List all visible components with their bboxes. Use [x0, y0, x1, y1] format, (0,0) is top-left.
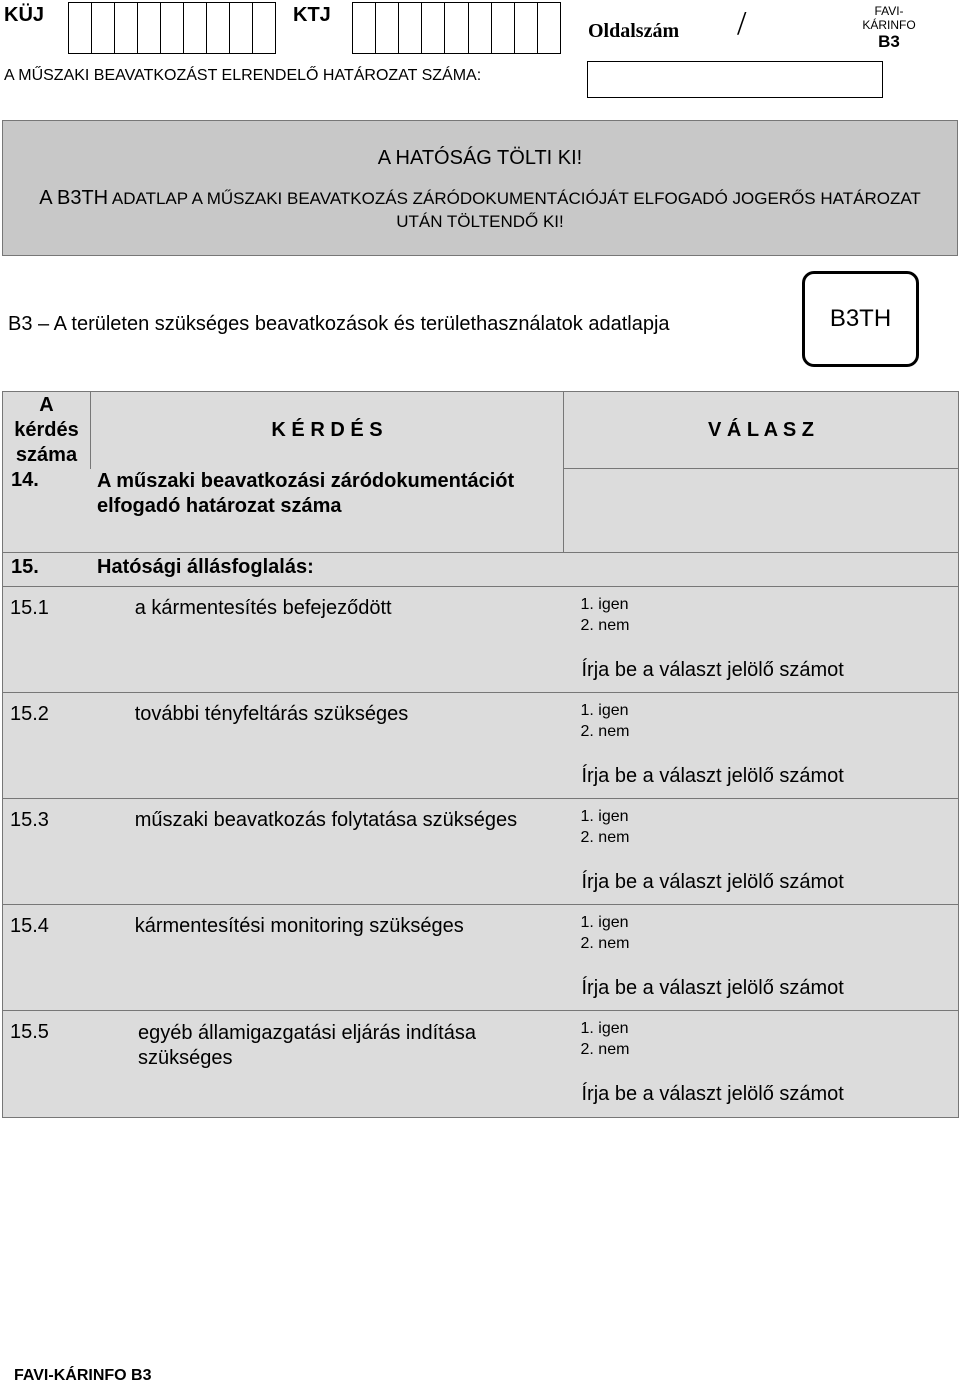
subquestion-text: a kármentesítés befejeződött: [134, 597, 392, 619]
kuj-digit-box[interactable]: [253, 3, 275, 53]
kuj-digit-box[interactable]: [115, 3, 138, 53]
ktj-digit-box[interactable]: [353, 3, 376, 53]
option-nem: 2. nem: [580, 935, 630, 952]
kuj-input-boxes[interactable]: [68, 2, 276, 54]
subquestion-cell: [3, 799, 564, 905]
answer-hint: Írja be a választ jelölő számot: [581, 1083, 844, 1105]
ktj-label: KTJ: [293, 4, 331, 26]
subquestion-cell: [3, 587, 564, 693]
hatarozat-label: A MŰSZAKI BEAVATKOZÁST ELRENDELŐ HATÁROZAT SZÁMA:: [4, 67, 482, 84]
answer-hint: Írja be a választ jelölő számot: [581, 765, 844, 787]
answer-options: [581, 912, 630, 954]
banner-line2: [3, 187, 957, 210]
answer-options: [581, 594, 630, 636]
kuj-digit-box[interactable]: [161, 3, 184, 53]
subquestion-row: [3, 693, 959, 799]
subquestion-answer[interactable]: [564, 587, 959, 693]
form-code-badge: [802, 271, 919, 367]
kuj-digit-box[interactable]: [230, 3, 253, 53]
page-separator: /: [737, 5, 747, 42]
ktj-digit-box[interactable]: [492, 3, 515, 53]
q14-answer-field[interactable]: [564, 469, 959, 553]
kuj-digit-box[interactable]: [138, 3, 161, 53]
banner-line3: UTÁN TÖLTENDŐ KI!: [396, 212, 564, 231]
option-nem: 2. nem: [580, 1041, 630, 1058]
subquestion-answer[interactable]: [564, 905, 959, 1011]
subquestion-row: [3, 587, 959, 693]
ktj-digit-box[interactable]: [515, 3, 538, 53]
divider: [90, 465, 91, 549]
subquestion-row: [3, 799, 959, 905]
hatarozat-input[interactable]: [587, 61, 883, 98]
ktj-digit-box[interactable]: [399, 3, 422, 53]
favi-form-code: B3: [878, 32, 900, 51]
col-answer-header-text: V Á L A S Z: [708, 418, 814, 441]
ktj-digit-box[interactable]: [469, 3, 492, 53]
answer-options: [581, 700, 630, 742]
subquestion-text: műszaki beavatkozás folytatása szükséges: [134, 809, 518, 831]
q14-number: 14.: [11, 468, 39, 491]
favi-line1: FAVI-: [874, 4, 904, 18]
oldalszam-label: Oldalszám: [588, 20, 680, 42]
option-igen: 1. igen: [580, 596, 629, 613]
subquestion-text: egyéb államigazgatási eljárás indítása szükséges: [138, 1022, 476, 1069]
page-footer: FAVI-KÁRINFO B3: [14, 1367, 152, 1384]
kuj-label: KÜJ: [4, 4, 45, 26]
subquestion-answer[interactable]: [564, 693, 959, 799]
banner-line2-rest: ADATLAP A MŰSZAKI BEAVATKOZÁS ZÁRÓDOKUMENTÁCIÓJÁT ELFOGADÓ JOGERŐS HATÁROZAT: [108, 189, 921, 208]
option-igen: 1. igen: [580, 808, 629, 825]
kuj-digit-box[interactable]: [69, 3, 92, 53]
ktj-input-boxes[interactable]: [352, 2, 561, 54]
answer-options: [581, 1018, 630, 1060]
subquestion-answer[interactable]: [564, 799, 959, 905]
subquestion-cell: [3, 693, 564, 799]
subquestion-number: 15.5: [10, 1021, 49, 1043]
option-igen: 1. igen: [580, 702, 629, 719]
favi-code-block: [852, 4, 926, 52]
q15-text: Hatósági állásfoglalás:: [97, 556, 314, 578]
question-table: [2, 391, 959, 1118]
subquestion-number: 15.4: [10, 915, 49, 937]
col-number-header-line2: kérdés: [14, 419, 79, 441]
subquestion-cell: [3, 905, 564, 1011]
q14-question-cell: [3, 469, 564, 553]
col-number-header-line3: száma: [15, 444, 78, 466]
authority-banner: [2, 120, 958, 256]
col-number-header: [3, 392, 91, 469]
q15-header-row: [3, 553, 959, 587]
ktj-digit-box[interactable]: [538, 3, 560, 53]
favi-line2: KÁRINFO: [862, 18, 916, 32]
banner-line2-prefix: A B3TH: [39, 187, 109, 209]
col-answer-header: [564, 392, 959, 469]
subquestion-number: 15.2: [10, 703, 49, 725]
option-igen: 1. igen: [580, 914, 629, 931]
subquestion-row: [3, 905, 959, 1011]
subquestion-text: kármentesítési monitoring szükséges: [134, 915, 464, 937]
option-nem: 2. nem: [580, 829, 630, 846]
kuj-digit-box[interactable]: [207, 3, 230, 53]
ktj-digit-box[interactable]: [422, 3, 445, 53]
option-igen: 1. igen: [580, 1020, 629, 1037]
answer-hint: Írja be a választ jelölő számot: [581, 977, 844, 999]
answer-hint: Írja be a választ jelölő számot: [581, 659, 844, 681]
answer-hint: Írja be a választ jelölő számot: [581, 871, 844, 893]
subquestion-number: 15.3: [10, 809, 49, 831]
kuj-digit-box[interactable]: [92, 3, 115, 53]
col-number-header-line1: A: [39, 394, 54, 416]
ktj-digit-box[interactable]: [376, 3, 399, 53]
form-title: B3 – A területen szükséges beavatkozások és területhasználatok adatlapja: [8, 313, 670, 335]
subquestion-row: [3, 1011, 959, 1118]
form-code: B3TH: [829, 305, 892, 332]
col-question-header: [91, 392, 564, 469]
col-question-header-text: K É R D É S: [271, 418, 383, 441]
kuj-digit-box[interactable]: [184, 3, 207, 53]
answer-options: [581, 806, 630, 848]
subquestion-text: további tényfeltárás szükséges: [134, 703, 409, 725]
q14-text: A műszaki beavatkozási záródokumentációt elfogadó határozat száma: [97, 469, 515, 517]
subquestion-number: 15.1: [10, 597, 49, 619]
subquestion-cell: [3, 1011, 564, 1118]
banner-line1: A HATÓSÁG TÖLTI KI!: [377, 147, 583, 169]
option-nem: 2. nem: [580, 617, 630, 634]
subquestion-answer[interactable]: [564, 1011, 959, 1118]
option-nem: 2. nem: [580, 723, 630, 740]
q15-number: 15.: [11, 556, 39, 578]
ktj-digit-box[interactable]: [445, 3, 468, 53]
